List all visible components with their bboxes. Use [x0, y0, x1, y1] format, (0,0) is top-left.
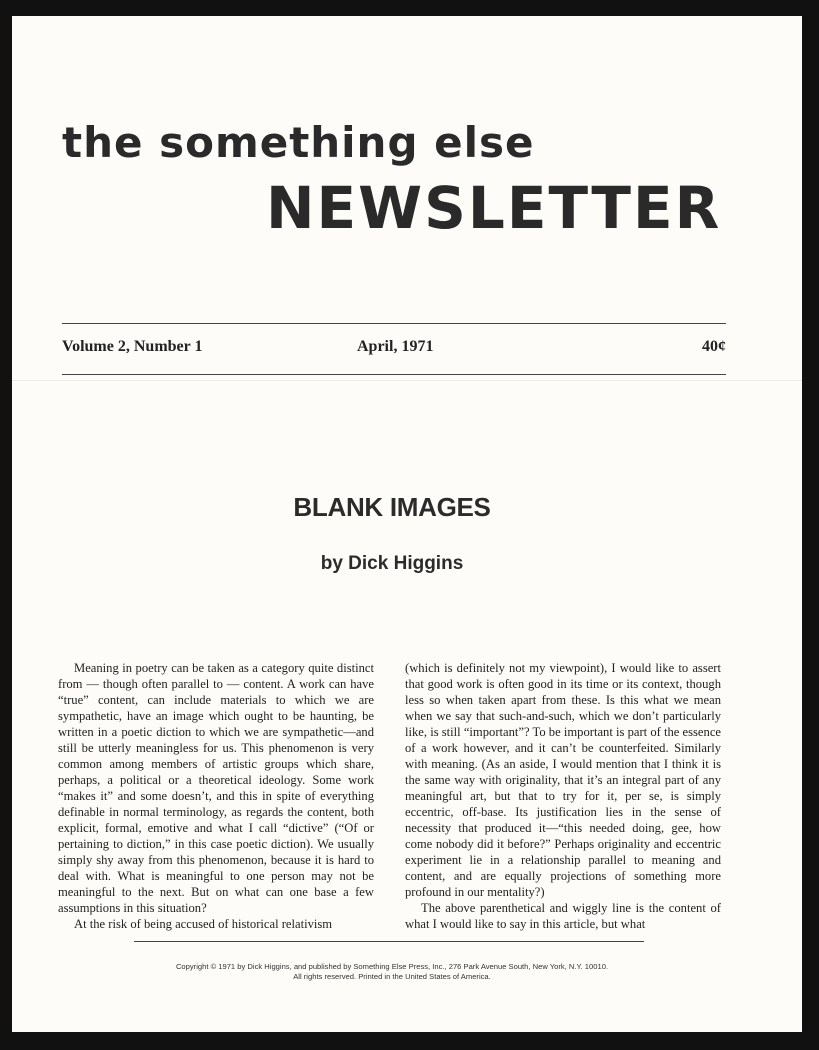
header-rule-bottom [62, 374, 726, 375]
paragraph: The above parenthetical and wiggly line is the content of what I would like to say in this article, but what [405, 901, 721, 931]
page-fold [12, 380, 802, 381]
header-rule-top [62, 323, 726, 324]
newsletter-page [12, 16, 802, 1032]
issue-volume: Volume 2, Number 1 [62, 338, 203, 355]
footer-rule [134, 941, 644, 942]
article-column-right [405, 660, 721, 932]
article-byline: by Dick Higgins [320, 553, 464, 574]
masthead-line1: the something else [62, 118, 535, 167]
article-column-left [58, 660, 374, 932]
article-title: BLANK IMAGES [293, 492, 491, 522]
issue-date: April, 1971 [357, 338, 434, 355]
paragraph: Meaning in poetry can be taken as a category quite distinct from — though often parallel to — content. A work can have “true” content, can include materials to which we are sympathetic, have an image which ought to be haunting, be written in a poetic diction to which we are sympathetic—and still be utterly meaningless for us. This phenomenon is very common among members of artistic groups which share, perhaps, a political or a theoretical ideology. Some work “makes it” and some doesn’t, and this in spite of everything definable in normal terminology, as regards the content, both explicit, formal, emotive and what I call “dictive” (“Of or pertaining to diction,” in this case poetic diction). We usually simply shy away from this phenomenon, because it is hard to deal with. What is meaningful to one person may not be meaningful to the next. But on what can one base a few assumptions in this situation? [58, 661, 374, 915]
masthead-title: NEWSLETTER [266, 174, 722, 242]
copyright-line: Copyright © 1971 by Dick Higgins, and published by Something Else Press, Inc., 276 Park Avenue South, New York, N.Y. 10010. [175, 962, 609, 971]
issue-price: 40¢ [702, 338, 726, 355]
paragraph: At the risk of being accused of historical relativism [74, 917, 333, 931]
rights-line: All rights reserved. Printed in the United States of America. [293, 972, 491, 981]
paragraph: (which is definitely not my viewpoint), I would like to assert that good work is often good in its time or its context, though less so when taken apart from these. Is this what we mean when we say that such-and-such, which we don’t particularly like, is still “important”? To be important is part of the essence of a work however, and it can’t be counterfeited. Similarly with meaning. (As an aside, I would mention that I think it is the same way with originality, that it’s an integral part of any meaningful art, but that to try for it, per se, is simply eccentric, off-base. Its justification lies in the sense of necessity that produced it—“this needed doing, gee, how come nobody did it before?” Perhaps originality and eccentric experiment lie in a relationship parallel to meaning and content, and are equally projections of something more profound in our mentality?) [405, 661, 721, 899]
copyright-notice [12, 962, 772, 982]
